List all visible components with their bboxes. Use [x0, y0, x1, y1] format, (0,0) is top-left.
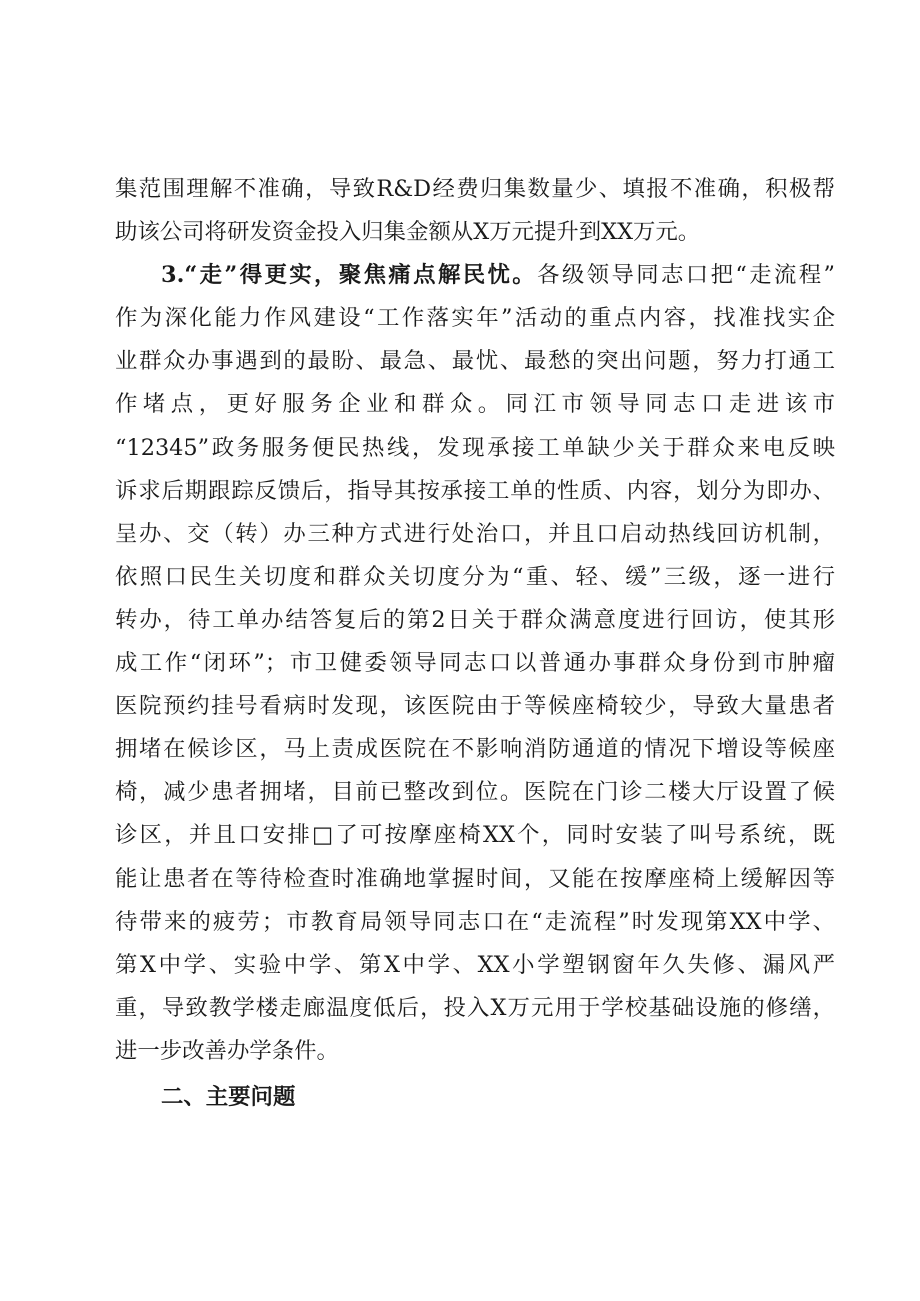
body-text [115, 168, 835, 1073]
text-line: 作堵点，更好服务企业和群众。同江市领导同志口走进该市 [115, 391, 835, 418]
text-line: 医院预约挂号看病时发现，该医院由于等候座椅较少，导致大量患者 [115, 693, 835, 720]
paragraph-3-first-line [115, 254, 835, 297]
text-line: 拥堵在候诊区，马上责成医院在不影响消防通道的情况下增设等候座 [115, 736, 835, 763]
text-line: 转办，待工单办结答复后的第2日关于群众满意度进行回访，使其形 [115, 606, 835, 633]
text-line: 第X中学、实验中学、第X中学、XX小学塑钢窗年久失修、漏风严 [115, 951, 835, 978]
text-line: 助该公司将研发资金投入归集金额从X万元提升到XX万元。 [115, 219, 701, 246]
text-line: 诊区，并且口安排□了可按摩座椅XX个，同时安装了叫号系统，既 [115, 822, 835, 849]
text-line: 能让患者在等待检查时准确地掌握时间，又能在按摩座椅上缓解因等 [115, 865, 835, 892]
text-line: 待带来的疲劳；市教育局领导同志口在“走流程”时发现第XX中学、 [115, 908, 835, 935]
text-line: 依照口民生关切度和群众关切度分为“重、轻、缓”三级，逐一进行 [115, 563, 835, 590]
paragraph-3-text: 各级领导同志口把“走流程” [537, 262, 835, 289]
text-line: 集范围理解不准确，导致R&D经费归集数量少、填报不准确，积极帮 [115, 176, 835, 202]
section-heading: 二、主要问题 [161, 1084, 296, 1110]
text-line: 诉求后期跟踪反馈后，指导其按承接工单的性质、内容，划分为即办、 [115, 477, 835, 504]
paragraph-3-heading: 3.“走”得更实，聚焦痛点解民忧。 [161, 262, 538, 289]
text-line: 进一步改善办学条件。 [115, 1037, 339, 1064]
text-line: 呈办、交（转）办三种方式进行处治口，并且口启动热线回访机制， [115, 520, 835, 547]
text-line: 成工作“闭环”；市卫健委领导同志口以普通办事群众身份到市肿瘤 [115, 650, 835, 677]
text-line: 椅，减少患者拥堵，目前已整改到位。医院在门诊二楼大厅设置了候 [115, 779, 835, 806]
text-line: 作为深化能力作风建设“工作落实年”活动的重点内容，找准找实企 [115, 305, 835, 332]
text-line: 业群众办事遇到的最盼、最急、最忧、最愁的突出问题，努力打通工 [115, 348, 835, 375]
text-line: 重，导致教学楼走廊温度低后，投入X万元用于学校基础设施的修缮， [115, 994, 835, 1021]
text-line: “12345”政务服务便民热线，发现承接工单缺少关于群众来电反映 [115, 434, 835, 461]
